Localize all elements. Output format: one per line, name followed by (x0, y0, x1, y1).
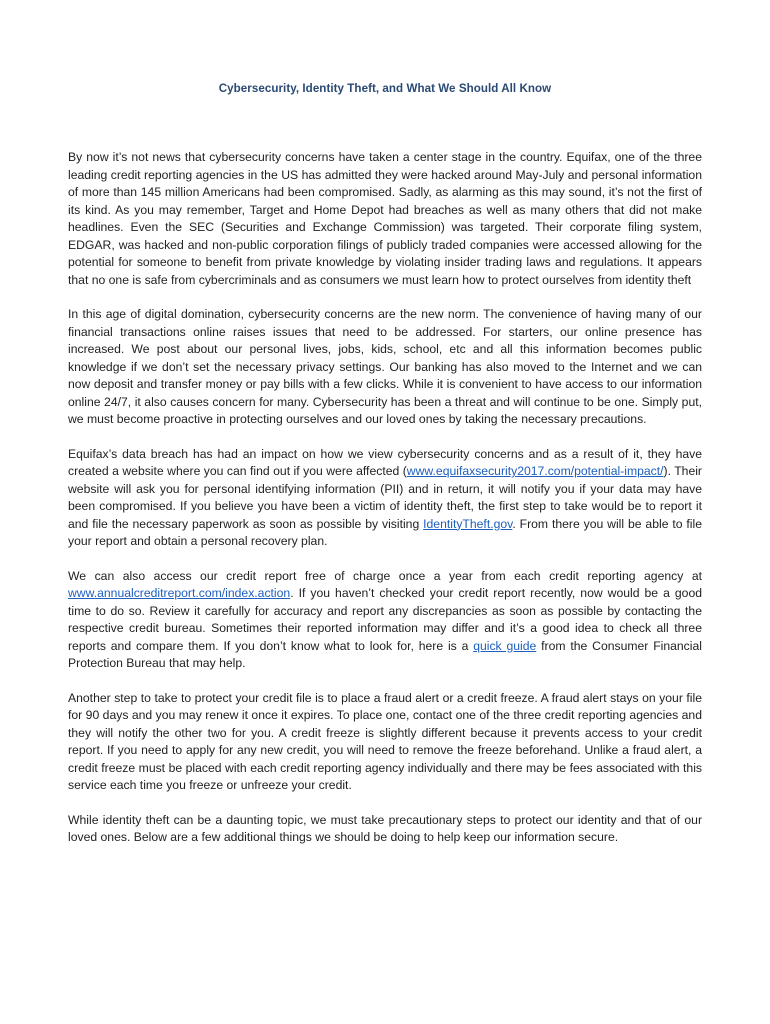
paragraph-text: ). Their website will ask you for personal identifying information (PII) and in return, it will notify you if your data may have been compromised. If you believe you have been a victim of identity theft, the first step to take would be to report it and file the necessary paperwork as soon as possible by visiting (68, 464, 702, 531)
paragraph-digital-domination: In this age of digital domination, cybersecurity concerns are the new norm. The convenience of having many of our financial transactions online raises issues that need to be addressed. For starters, our online presence has increased. We post about our personal lives, jobs, kids, school, etc and all this information becomes public knowledge if we don’t set the necessary privacy settings. Our banking has also moved to the Internet and we can now deposit and transfer money or pay bills with a few clicks. While it is convenient to have access to our information online 24/7, it also causes concern for many. Cybersecurity has been a threat and will continue to be one. Simply put, we must become proactive in protecting ourselves and our loved ones by taking the necessary precautions. (68, 307, 702, 426)
annual-credit-report-link[interactable]: www.annualcreditreport.com/index.action (68, 586, 291, 600)
paragraph-fraud-alert: Another step to take to protect your credit file is to place a fraud alert or a credit freeze. A fraud alert stays on your file for 90 days and you may renew it once it expires. To place one, contact one of the three credit reporting agencies and they will notify the other two for you. A credit freeze is slightly different because it prevents access to your credit report. If you need to apply for any new credit, you will need to remove the freeze beforehand. Unlike a fraud alert, a credit freeze must be placed with each credit reporting agency individually and there may be fees associated with this service each time you freeze or unfreeze your credit. (68, 690, 702, 792)
paragraph-text: from the Consumer Financial Protection Bureau that may help. (68, 638, 702, 670)
identitytheft-gov-link[interactable]: IdentityTheft.gov (423, 516, 513, 531)
document-title: Cybersecurity, Identity Theft, and What We Should All Know (218, 82, 552, 95)
paragraph-intro: By now it’s not news that cybersecurity concerns have taken a center stage in the country. Equifax, one of the three leading credit reporting agencies in the US has admitted they were hacked around May-July and personal information of more than 145 million Americans had been compromised. Sadly, as alarming as this may sound, it’s not the first of its kind. As you may remember, Target and Home Depot had breaches as well as many others that did not make headlines. Even the SEC (Securities and Exchange Commission) was targeted. Their corporate filing system, EDGAR, was hacked and non-public corporation filings of publicly traded companies were accessed allowing for the potential for someone to benefit from private knowledge by violating insider trading laws and regulations. It appears that no one is safe from cybercriminals and as consumers we must learn how to protect ourselves from identity theft (68, 150, 702, 287)
paragraph-closing: While identity theft can be a daunting topic, we must take precautionary steps to protect our identity and that of our loved ones. Below are a few additional things we should be doing to help keep our information secure. (68, 812, 702, 844)
paragraph-text: . From there you will be able to file your report and obtain a personal recovery plan. (68, 516, 702, 548)
quick-guide-link[interactable]: quick guide (473, 638, 537, 653)
paragraph-text: . If you haven’t checked your credit report recently, now would be a good time to do so. Review it carefully for accuracy and report any discrepancies as soon as possible by contacting the respective credit bureau. Sometimes their reported information may differ and it’s a good idea to check all three reports and compare them. If you don’t know what to look for, here is a (68, 586, 702, 653)
paragraph-text: We can also access our credit report free of charge once a year from each credit reporting agency at (68, 568, 702, 583)
equifax-security-link[interactable]: www.equifaxsecurity2017.com/potential-impact/ (406, 464, 664, 478)
paragraph-equifax-breach (68, 446, 702, 551)
paragraph-text: Equifax’s data breach has had an impact on how we view cybersecurity concerns and as a result of it, they have created a website where you can find out if you were affected ( (68, 446, 702, 478)
paragraph-credit-report (68, 568, 702, 673)
document-page (68, 0, 702, 847)
